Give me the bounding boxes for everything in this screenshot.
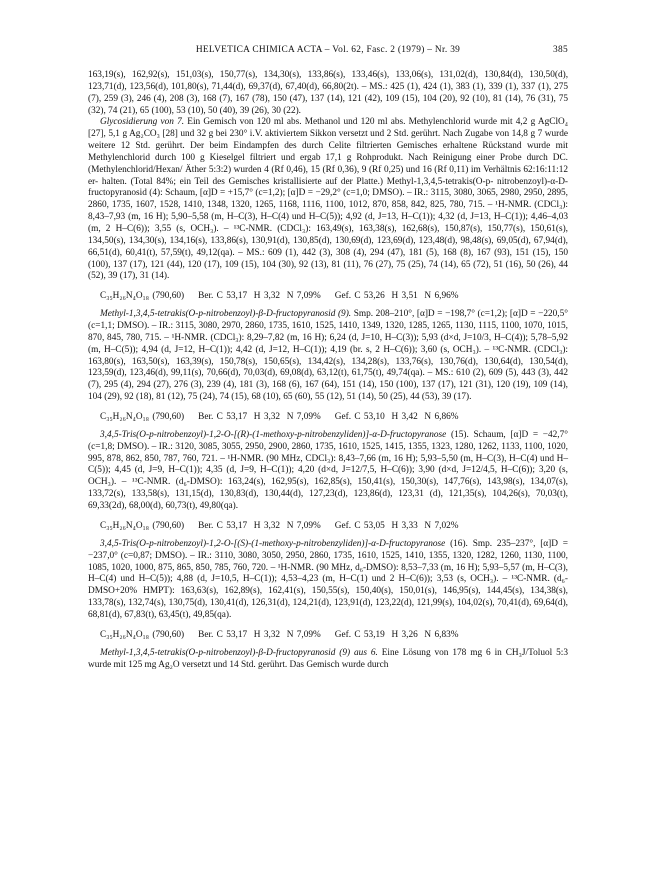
paragraph-lead: 3,4,5-Tris(O-p-nitrobenzoyl)-1,2-O-[(R)-(1-methoxy-p-nitrobenzyliden)]-α-D-fructopyranose — [100, 429, 447, 440]
analysis-ber: Ber. C 53,17 H 3,32 N 7,09% — [198, 520, 321, 531]
analysis-formula: C₃₅H₂₆N₄O₁₈ (790,60) — [100, 291, 185, 302]
analysis-formula: C₃₅H₂₆N₄O₁₈ (790,60) — [100, 520, 185, 531]
text-line: J=12, H–C(1)); 4,42 (d, J=12, H–C(1)); 4,19 (br. s, 2 H–C(6)); 3,60 (s, OCH₃). – ¹³C-NMR. (CDCl₃): — [174, 344, 569, 355]
text-line: 610 (2), 609 (5), 443 (3), 442 (7), 295 (4), 294 (27), 276 (3), 239 (4), 181 (3), 168 (6), 167 (64), 151 (14), 150 (100), — [88, 368, 568, 391]
text-line: (15). — [450, 429, 469, 440]
text-line: Ein Gemisch von 120 ml abs. Methanol und 120 ml abs. Methylenchlorid — [187, 117, 471, 128]
paragraph — [88, 430, 568, 513]
text-line: CDCl₃): 8,43–7,66 (m, 16 H); 5,93–5,50 (m, H–C(3), H–C(4) und H–C(5)); 4,45 (d, J=9, H–C(1)); — [88, 453, 568, 476]
text-line: 162,89(s), 162,41(s), 150,55(s), 150,40(s), 150,01(s), 146,95(s), 144,45(s), 134,38(s), 133,78(s), 132,74(s), — [88, 586, 569, 609]
text-line: 2 Std. gerührt. Nach Zugabe von 14,8 g 7 wurde weitere 12 Std. gerührt. Der beim Eindampfen des durch — [88, 129, 568, 152]
text-line: 68,81(d), 67,83(t), 63,45(t), 49,85(qa). — [88, 609, 232, 620]
text-line: nitrobenzoyl)-α-D-fructopyranosid (4): Schaum, [α]D = +15,7° (c=1,2); [α]D = −29,2° (c=1,0; DMSO). — [88, 176, 569, 199]
text-line: 134,50(s), 134,30(s), 134,16(s), 133,86(s), 130,91(d), 130,85(d), 130,69(d), 123,69(d), 123,48(d), 98,48(s), — [88, 235, 494, 246]
text-line: wurde mit 4,2 g AgClO₄ [27], 5,1 g Ag₂CO₃ [28] und 32 g bei 230° i.V. aktiviertem Sikkon versetzt und — [88, 117, 568, 140]
text-line: 137 (17), 121 (31), 120 (19), 109 (14), 104 (29), 92 (18), 81 (12), 75 (24), 74 (15), 68 (10), 65 (60), 55 (12), — [88, 380, 569, 403]
analysis-formula: C₃₅H₂₆N₄O₁₈ (790,60) — [100, 629, 185, 640]
text-line: Schaum, [α]D = −42,7° (c=1,8; DMSO). – IR.: 3120, 3085, 3055, 2950, 2900, 2860, 1735, 1610, 1525, — [88, 429, 568, 452]
analysis-gef: Gef. C 53,19 H 3,26 N 6,83% — [334, 629, 459, 640]
text-line: halten. (Total 84%; ein Teil des Gemisches kristallisierte auf der Platte.) Methyl-1,3,4,5-tetrakis(O-p- — [101, 176, 494, 187]
page-number: 385 — [553, 45, 568, 55]
paragraph — [88, 539, 568, 622]
paragraph — [88, 117, 568, 283]
analysis-ber: Ber. C 53,17 H 3,32 N 7,09% — [198, 411, 321, 422]
elemental-analysis — [100, 290, 568, 302]
text-line: in CH₃J/Toluol 5:3 wurde mit 125 mg Ag₂O versetzt und 14 Std. gerührt. Das Gemisch wurde durch — [88, 647, 569, 670]
text-line: filtriert und ergab 17,1 g Rohprodukt. Nach Reinigung einer Probe durch DC. (Methylenchlorid/Hexan/ — [88, 152, 568, 175]
text-line: 4,53–4,23 (m, H–C(1) und 2 H–C(6)); 3,53 (s, OCH₃). – ¹³C-NMR. (d₆-DMSO+20% HMPT): 163,63(s), — [88, 574, 568, 597]
text-line: d₆-DMSO): 8,53–7,33 (m, 16 H); 5,93–5,57 (m, H–C(3), H–C(4) und H–C(5)); 4,88 (d, J=10,5, H–C(1)); — [88, 562, 568, 585]
analysis-gef: Gef. C 53,26 H 3,51 N 6,96% — [334, 291, 459, 302]
text-line: 168 (8), 167 (93), 151 (15), 150 (100), 137 (17), 121 (44), 120 (17), 109 (15), 104 (30), 92 (13), 81 (11), — [88, 247, 568, 270]
text-line: 163,80(s), 163,50(s), 163,39(s), 150,78(s), 150,65(s), 134,42(s), 134,28(s), 133,76(s), 130,76(d), 130,64(d), — [88, 356, 524, 367]
running-header — [88, 45, 568, 59]
text-line: OCH₃). – ¹³C-NMR. (d₆-DMSO): 163,24(s), 162,95(s), 162,85(s), 150,41(s), 150,30(s), 147,76(s), 143,98(s), — [88, 477, 525, 488]
text-line: (16). — [450, 538, 468, 549]
text-line: – IR.: 3115, 3080, 3065, 2980, 2950, 2895, 2860, 1735, 1607, 1528, 1410, 1348, 1320, 1265, 1168, 1116, 1100, — [88, 188, 568, 211]
text-line: Celite filtrierten Gemisches erhaltene Rückstand wurde mit Methylenchlorid durch 100 g Kieselgel — [88, 141, 568, 163]
text-line: 51 (14), 50 (25), 44 (53), 39 (17). — [346, 392, 472, 403]
analysis-ber: Ber. C 53,17 H 3,32 N 7,09% — [198, 291, 321, 302]
elemental-analysis — [100, 411, 568, 423]
text-line: 69,05(d), 67,94(d), 66,51(d), 60,41(t), 57,59(t), 49,12(qa). – MS.: 609 (1), 442 (3), 308 (4), 294 (47), 181 (5), — [88, 235, 568, 258]
text-line: Smp. 208–210°, [α]D = −198,7° — [353, 309, 475, 320]
text-line: Smp. 235–237°, [α]D = −237,0° (c=0,87; DMSO). – IR.: 3110, 3080, 3050, 2950, 2860, 1735, 1610, 1525, 1410, — [88, 538, 569, 561]
text-line: 383 (1), 339 (1), 337 (1), 275 (7), 259 (3), 246 (4), 208 (3), 168 (7), 167 (78), 150 (47), 137 (14), 121 (42), — [88, 81, 568, 104]
text-line: 1355, 1320, 1282, 1260, 1130, 1100, 1085, 1020, 1000, 875, 865, 850, 785, 760, 720. – ¹H-NMR. (90 MHz, — [88, 550, 568, 573]
paragraph-lead: 3,4,5-Tris(O-p-nitrobenzoyl)-1,2-O-[(S)-(1-methoxy-p-nitrobenzyliden)]-α-D-fructopyranose — [100, 538, 446, 549]
text-line: 1415, 1355, 1323, 1280, 1262, 1133, 1100, 1020, 995, 878, 862, 850, 787, 760, 721. – ¹H-NMR. (90 MHz, — [88, 441, 568, 464]
paragraph — [88, 70, 568, 117]
text-line: Eine Lösung von 178 mg 6 — [381, 647, 491, 658]
text-line: 4,35 (d, J=9, H–C(1)); 4,20 (d×d, J=12/7,5, H–C(6)); 3,90 (d×d, J=12/4,5, H–C(6)); 3,20 (s, — [206, 465, 568, 476]
article-body — [88, 70, 568, 671]
analysis-gef: Gef. C 53,10 H 3,42 N 6,86% — [334, 411, 459, 422]
text-line: 1012, 870, 858, 842, 825, 780, 715. – ¹H-NMR. (CDCl₃): 8,43–7,93 (m, 16 H); 5,90–5,58 (m, H–C(3), — [88, 200, 569, 223]
journal-title: HELVETICA CHIMICA ACTA – Vol. 62, Fasc. 2 (1979) – Nr. 39 — [195, 45, 461, 55]
text-line: 130,54(d), 123,59(d), 123,46(d), 99,11(s), 70,66(d), 70,03(d), 69,08(d), 63,12(t), 61,75(t), 49,74(qa). – MS.: — [88, 356, 569, 379]
text-line: 130,75(d), 130,41(d), 126,31(d), 124,21(d), 123,91(d), 123,22(d), 121,99(s), 104,02(s), 70,41(d), 69,64(d), — [168, 598, 569, 609]
text-line: 1349, 1320, 1285, 1265, 1130, 1115, 1100, 1070, 1015, 870, 845, 780, 715. – ¹H-NMR. (CDCl₃): 8,29–7,82 — [88, 321, 568, 343]
analysis-gef: Gef. C 53,05 H 3,33 N 7,02% — [334, 520, 459, 531]
text-line: 163,19(s), 162,92(s), 151,03(s), 150,77(s), 134,30(s), 133,86(s), 133,46(s), 133,06(s), 131,02(d), 130,84(d), — [88, 70, 524, 80]
text-line: (c=1,2); [α]D = −220,5° (c=1,1; DMSO). – IR.: 3115, 3080, 2970, 2860, 1735, 1610, 1525, 1410, — [88, 309, 568, 332]
paragraph-lead: Methyl-1,3,4,5-tetrakis(O-p-nitrobenzoyl)-β-D-fructopyranosid (9) aus 6. — [100, 647, 378, 658]
paragraph-lead: Glycosidierung von 7. — [100, 117, 185, 128]
text-line: H–C(4) und H–C(5)); 4,92 (d, J=13, H–C(1)); 4,32 (d, J=13, H–C(1)); 4,46–4,03 (m, 2 H–C(6)); — [88, 212, 568, 234]
paragraph — [88, 648, 568, 672]
text-line: Äther 5:3:2) wurden 4 (Rf 0,46), 15 (Rf 0,36), 9 (Rf 0,25) und 16 (Rf 0,11) im Verhältnis 62:16:11:12 er- — [88, 164, 568, 187]
elemental-analysis — [100, 629, 568, 641]
text-line: 109 (15), 104 (20), 92 (10), 81 (14), 76 (31), 75 (32), 74 (21), 65 (100), 53 (10), 50 (40), 39 (26), 30 (22). — [88, 93, 569, 116]
analysis-formula: C₃₅H₂₆N₄O₁₈ (790,60) — [100, 411, 185, 422]
analysis-ber: Ber. C 53,17 H 3,32 N 7,09% — [198, 629, 321, 640]
paragraph — [88, 309, 568, 404]
text-line: 76 (27), 75 (25), 74 (14), 65 (72), 51 (16), 50 (26), 44 (52), 39 (17), 31 (14). — [88, 259, 568, 282]
text-line: (m, 16 H); 6,24 (d, J=10, H–C(3)); 5,93 (d×d, J=10/3, H–C(4)); 5,78–5,92 (m, H–C(5)); 4,94 (d, — [88, 332, 568, 355]
elemental-analysis — [100, 520, 568, 532]
text-line: 104,26(s), 70,03(t), 69,33(2d), 68,00(d), 60,73(t), 49,80(qa). — [88, 489, 568, 511]
paragraph-lead: Methyl-1,3,4,5-tetrakis(O-p-nitrobenzoyl)-β-D-fructopyranosid (9). — [100, 309, 352, 320]
text-line: 134,07(s), 133,72(s), 133,58(s), 131,15(d), 130,83(d), 130,44(d), 127,23(d), 123,86(d), 123,31 (d), 121,35(s), — [88, 477, 568, 500]
text-line: 3,55 (s, OCH₃). – ¹³C-NMR. (CDCl₃): 163,49(s), 163,38(s), 162,68(s), 150,87(s), 150,77(s), 150,61(s), — [154, 223, 569, 234]
text-line: 130,50(d), 123,71(d), 123,56(d), 101,80(s), 71,44(d), 69,37(d), 67,40(d), 66,80(2t). – MS.: 425 (1), 424 (1), — [88, 70, 569, 92]
